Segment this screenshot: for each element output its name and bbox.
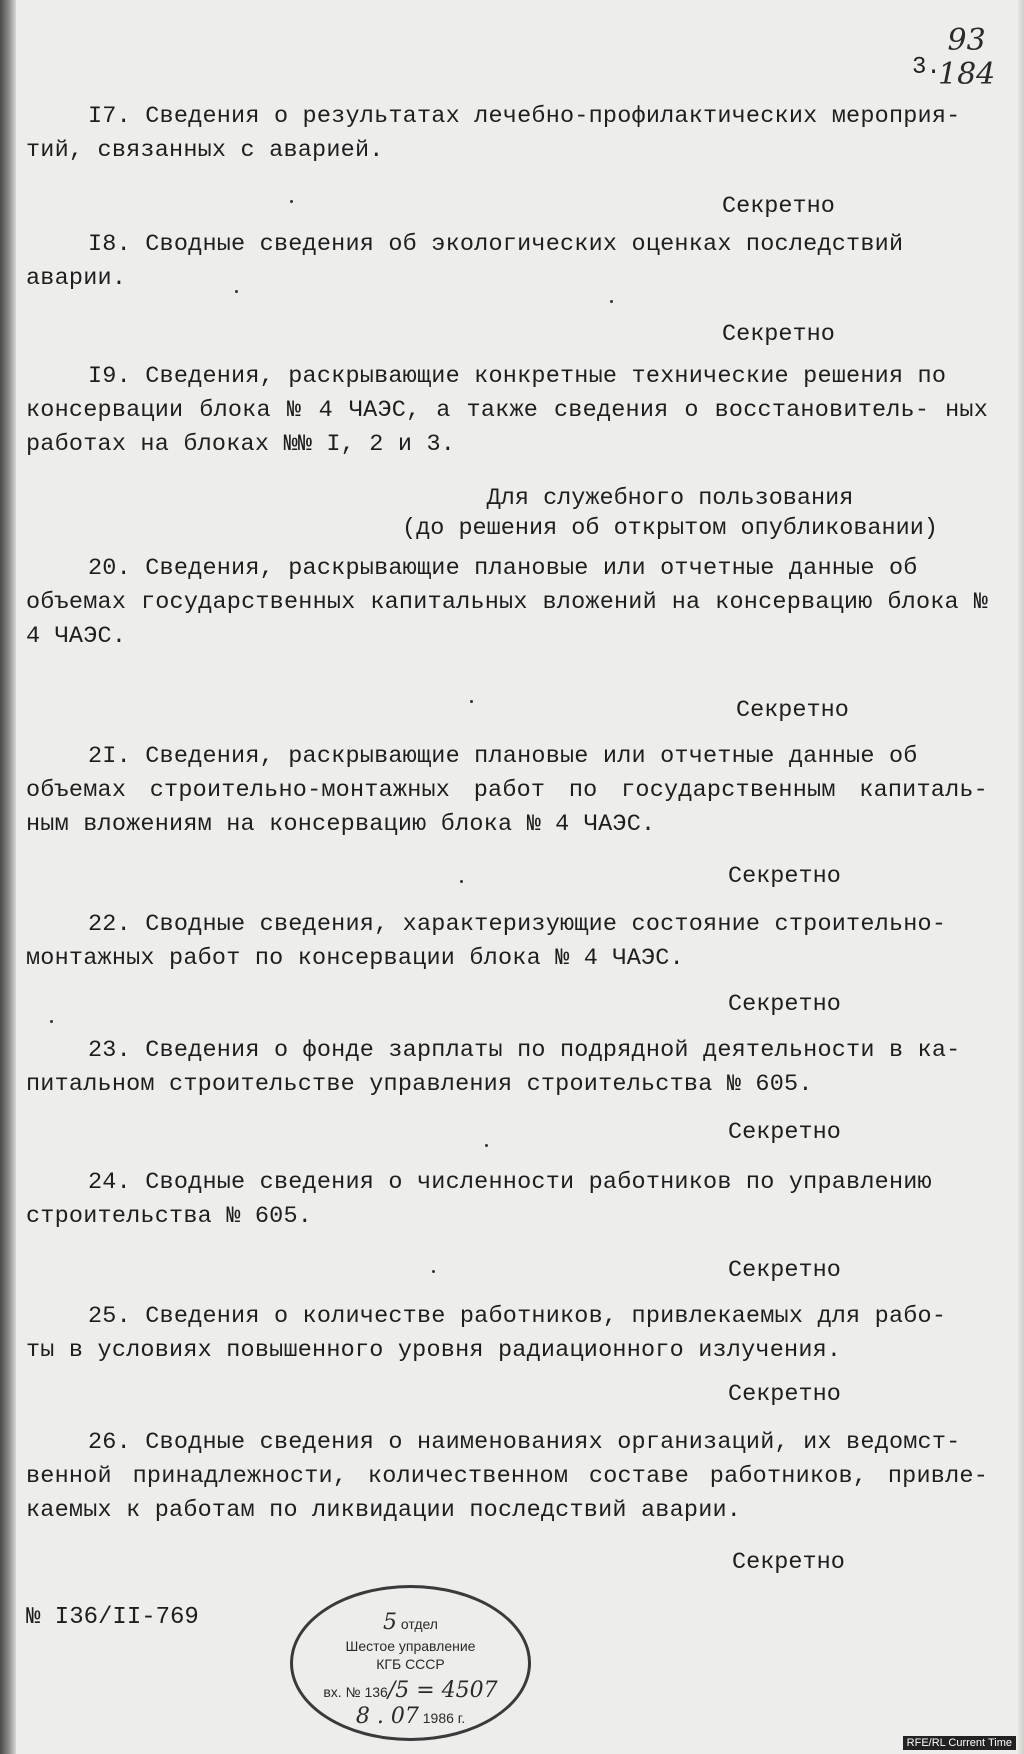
item-number: 24. [88, 1169, 131, 1196]
item-text: Сведения, раскрывающие плановые или отчетные данные об [145, 555, 918, 582]
item-20 [26, 552, 988, 654]
item-text: Сводные сведения об экологических оценках последствий [145, 231, 904, 258]
classification-secret: Секретно [728, 863, 841, 890]
stamp-agency: КГБ СССР [376, 1656, 445, 1672]
stamp-directorate: Шестое управление [345, 1638, 476, 1654]
item-22 [26, 908, 988, 976]
stamp-incoming-hand: /5 = 4507 [387, 1678, 498, 1703]
page-number: 3. [912, 54, 941, 81]
item-text: Сведения, раскрывающие плановые или отчетные данные об [145, 743, 918, 770]
item-text-cont: объемах государственных капитальных вложений на консервацию блока № 4 ЧАЭС. [26, 589, 988, 650]
classification-secret: Секретно [728, 1119, 841, 1146]
item-number: 22. [88, 911, 131, 938]
item-text-cont: монтажных работ по консервации блока № 4 ЧАЭС. [26, 945, 684, 972]
item-21 [26, 740, 988, 842]
item-number: I8. [88, 231, 131, 258]
item-text-cont: тий, связанных с аварией. [26, 137, 384, 164]
stamp-hand-number: 5 [383, 1610, 397, 1635]
item-text-cont: объемах строительно-монтажных работ по государственным капиталь- ным вложениям на консервацию блока № 4 ЧАЭС. [26, 777, 988, 838]
item-number: I7. [88, 103, 131, 130]
classification-secret: Секретно [732, 1549, 845, 1576]
item-text-cont: ты в условиях повышенного уровня радиационного излучения. [26, 1337, 842, 1364]
classification-secret: Секретно [728, 991, 841, 1018]
item-text: Сведения, раскрывающие конкретные технические решения по [145, 363, 947, 390]
scan-speck [485, 1144, 488, 1147]
stamp-incoming-label: вх. № 136 [323, 1684, 388, 1700]
stamp-department: отдел [400, 1616, 438, 1632]
classification-secret: Секретно [728, 1381, 841, 1408]
scan-speck [460, 880, 463, 883]
scan-speck [610, 300, 613, 303]
item-text-cont: консервации блока № 4 ЧАЭС, а также сведения о восстановитель- ных работах на блоках №№ I, 2 и 3. [26, 397, 988, 458]
item-19 [26, 360, 988, 462]
item-text: Сведения о фонде зарплаты по подрядной деятельности в ка- [145, 1037, 961, 1064]
scan-speck [470, 700, 473, 703]
item-text-cont: строительства № 605. [26, 1203, 313, 1230]
item-text: Сведения о количестве работников, привлекаемых для рабо- [145, 1303, 947, 1330]
scan-speck [432, 1270, 435, 1273]
stamp-year: 1986 г. [422, 1710, 466, 1726]
classification-official-use: Для служебного пользования [486, 485, 854, 512]
scan-speck [50, 1020, 53, 1023]
item-text: Сведения о результатах лечебно-профилактических мероприя- [145, 103, 961, 130]
item-number: I9. [88, 363, 131, 390]
item-number: 26. [88, 1429, 131, 1456]
item-number: 23. [88, 1037, 131, 1064]
classification-secret: Секретно [722, 193, 835, 220]
item-number: 25. [88, 1303, 131, 1330]
scan-speck [290, 200, 293, 203]
item-number: 20. [88, 555, 131, 582]
classification-secret: Секретно [722, 321, 835, 348]
item-number: 2I. [88, 743, 131, 770]
item-23 [26, 1034, 988, 1102]
binding-edge [0, 0, 16, 1754]
photo-credit: RFE/RL Current Time [903, 1736, 1016, 1750]
handwritten-folio-top: 93 [947, 23, 986, 58]
item-text-cont: аварии. [26, 265, 127, 292]
stamp-date-hand: 8 . 07 [355, 1704, 419, 1729]
item-text-cont: венной принадлежности, количественном составе работников, привле- каемых к работам по ликвидации последствий аварии. [26, 1463, 988, 1524]
item-24 [26, 1166, 988, 1234]
handwritten-folio-bottom: 184 [938, 57, 996, 92]
item-17 [26, 100, 988, 168]
item-text: Сводные сведения о наименованиях организаций, их ведомст- [145, 1429, 961, 1456]
item-text-cont: питальном строительстве управления строительства № 605. [26, 1071, 813, 1098]
incoming-stamp [290, 1585, 531, 1741]
classification-secret: Секретно [728, 1257, 841, 1284]
page-right-edge [1018, 0, 1024, 1754]
item-text: Сводные сведения, характеризующие состояние строительно- [145, 911, 947, 938]
item-text: Сводные сведения о численности работников по управлению [145, 1169, 932, 1196]
classification-secret: Секретно [736, 697, 849, 724]
item-18 [26, 228, 988, 296]
document-number: № I36/II-769 [26, 1604, 199, 1631]
item-25 [26, 1300, 988, 1368]
classification-note: (до решения об открытом опубликовании) [402, 515, 938, 542]
item-26 [26, 1426, 988, 1528]
handwritten-folio [938, 24, 995, 92]
scan-speck [235, 290, 238, 293]
